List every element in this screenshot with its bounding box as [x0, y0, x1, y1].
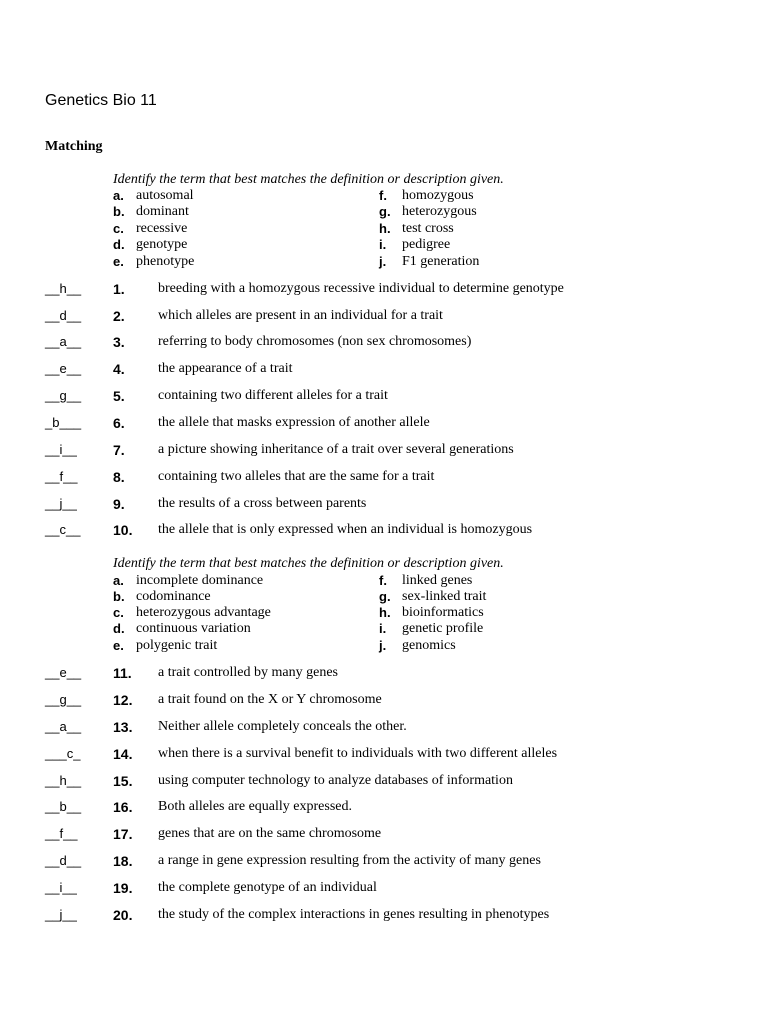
option-letter: g.	[379, 204, 391, 219]
option-term: codominance	[136, 589, 211, 604]
answer-blank[interactable]: __h__	[45, 773, 82, 788]
question-text: containing two different alleles for a trait	[158, 388, 388, 403]
question-number: 6.	[113, 415, 125, 431]
answer-blank[interactable]: __i__	[45, 880, 77, 895]
option-term: heterozygous	[402, 204, 477, 219]
question-text: referring to body chromosomes (non sex chromosomes)	[158, 334, 472, 349]
question-number: 5.	[113, 388, 125, 404]
question-number: 19.	[113, 880, 133, 896]
question-text: genes that are on the same chromosome	[158, 826, 382, 841]
option-letter: e.	[113, 638, 124, 653]
question-number: 18.	[113, 853, 133, 869]
question-3	[45, 334, 745, 352]
answer-blank[interactable]: __g__	[45, 388, 82, 403]
answer-blank[interactable]: __e__	[45, 361, 82, 376]
question-13	[45, 719, 745, 737]
option-letter: i.	[379, 237, 387, 252]
option-letter: d.	[113, 621, 125, 636]
question-text: containing two alleles that are the same for a trait	[158, 469, 435, 484]
question-text: the study of the complex interactions in genes resulting in phenotypes	[158, 907, 550, 922]
question-16	[45, 799, 745, 817]
question-text: which alleles are present in an individual for a trait	[158, 308, 443, 323]
question-text: the complete genotype of an individual	[158, 880, 377, 895]
question-4	[45, 361, 745, 379]
option-letter: g.	[379, 589, 391, 604]
question-number: 8.	[113, 469, 125, 485]
question-11	[45, 665, 745, 683]
question-number: 14.	[113, 746, 133, 762]
option-term: genetic profile	[402, 621, 484, 636]
question-text: Both alleles are equally expressed.	[158, 799, 352, 814]
option-letter: h.	[379, 221, 391, 236]
question-text: a range in gene expression resulting from the activity of many genes	[158, 853, 541, 868]
instructions-2: Identify the term that best matches the definition or description given.	[113, 556, 504, 571]
question-number: 16.	[113, 799, 133, 815]
option-letter: f.	[379, 573, 387, 588]
answer-blank[interactable]: __f__	[45, 826, 78, 841]
answer-blank[interactable]: __d__	[45, 308, 82, 323]
question-17	[45, 826, 745, 844]
question-text: Neither allele completely conceals the other.	[158, 719, 407, 734]
question-14	[45, 746, 745, 764]
question-6	[45, 415, 745, 433]
question-number: 7.	[113, 442, 125, 458]
question-8	[45, 469, 745, 487]
instructions-1: Identify the term that best matches the definition or description given.	[113, 172, 504, 187]
question-10	[45, 522, 745, 540]
question-number: 4.	[113, 361, 125, 377]
question-number: 15.	[113, 773, 133, 789]
option-term: phenotype	[136, 254, 195, 269]
question-text: breeding with a homozygous recessive individual to determine genotype	[158, 281, 564, 296]
question-text: a trait found on the X or Y chromosome	[158, 692, 382, 707]
question-text: using computer technology to analyze databases of information	[158, 773, 513, 788]
option-term: dominant	[136, 204, 189, 219]
option-letter: a.	[113, 573, 124, 588]
question-9	[45, 496, 745, 514]
section-heading: Matching	[45, 139, 103, 154]
option-letter: a.	[113, 188, 124, 203]
answer-blank[interactable]: __j__	[45, 496, 77, 511]
question-number: 12.	[113, 692, 133, 708]
option-term: autosomal	[136, 188, 194, 203]
question-12	[45, 692, 745, 710]
question-number: 2.	[113, 308, 125, 324]
question-text: when there is a survival benefit to individuals with two different alleles	[158, 746, 558, 761]
option-letter: b.	[113, 204, 125, 219]
option-term: heterozygous advantage	[136, 605, 271, 620]
question-1	[45, 281, 745, 299]
answer-blank[interactable]: __i__	[45, 442, 77, 457]
option-letter: e.	[113, 254, 124, 269]
option-term: genomics	[402, 638, 456, 653]
option-term: linked genes	[402, 573, 473, 588]
option-letter: j.	[379, 254, 387, 269]
answer-blank[interactable]: ___c_	[45, 746, 81, 761]
answer-blank[interactable]: _b___	[45, 415, 82, 430]
question-number: 10.	[113, 522, 133, 538]
option-term: homozygous	[402, 188, 474, 203]
question-number: 20.	[113, 907, 133, 923]
page-title: Genetics Bio 11	[45, 92, 157, 109]
option-term: sex-linked trait	[402, 589, 487, 604]
option-letter: d.	[113, 237, 125, 252]
question-7	[45, 442, 745, 460]
answer-blank[interactable]: __d__	[45, 853, 82, 868]
question-text: the results of a cross between parents	[158, 496, 367, 511]
answer-blank[interactable]: __f__	[45, 469, 78, 484]
answer-blank[interactable]: __a__	[45, 334, 82, 349]
option-term: genotype	[136, 237, 188, 252]
answer-blank[interactable]: __h__	[45, 281, 82, 296]
option-letter: c.	[113, 221, 124, 236]
question-2	[45, 308, 745, 326]
question-19	[45, 880, 745, 898]
question-text: the allele that masks expression of another allele	[158, 415, 430, 430]
option-term: continuous variation	[136, 621, 251, 636]
question-number: 9.	[113, 496, 125, 512]
question-20	[45, 907, 745, 925]
question-text: a trait controlled by many genes	[158, 665, 338, 680]
question-number: 17.	[113, 826, 133, 842]
question-number: 1.	[113, 281, 125, 297]
option-letter: f.	[379, 188, 387, 203]
answer-blank[interactable]: __a__	[45, 719, 82, 734]
option-term: test cross	[402, 221, 454, 236]
option-term: F1 generation	[402, 254, 480, 269]
answer-blank[interactable]: __b__	[45, 799, 82, 814]
option-term: incomplete dominance	[136, 573, 264, 588]
question-text: a picture showing inheritance of a trait over several generations	[158, 442, 514, 457]
question-number: 11.	[113, 665, 132, 681]
answer-blank[interactable]: __c__	[45, 522, 81, 537]
answer-blank[interactable]: __e__	[45, 665, 82, 680]
question-5	[45, 388, 745, 406]
option-letter: i.	[379, 621, 387, 636]
question-number: 13.	[113, 719, 133, 735]
answer-blank[interactable]: __g__	[45, 692, 82, 707]
question-text: the allele that is only expressed when an individual is homozygous	[158, 522, 533, 537]
option-term: bioinformatics	[402, 605, 484, 620]
option-letter: j.	[379, 638, 387, 653]
option-term: polygenic trait	[136, 638, 218, 653]
question-text: the appearance of a trait	[158, 361, 293, 376]
option-term: recessive	[136, 221, 188, 236]
question-18	[45, 853, 745, 871]
answer-blank[interactable]: __j__	[45, 907, 77, 922]
option-letter: b.	[113, 589, 125, 604]
option-term: pedigree	[402, 237, 451, 252]
question-number: 3.	[113, 334, 125, 350]
option-letter: c.	[113, 605, 124, 620]
option-letter: h.	[379, 605, 391, 620]
question-15	[45, 773, 745, 791]
